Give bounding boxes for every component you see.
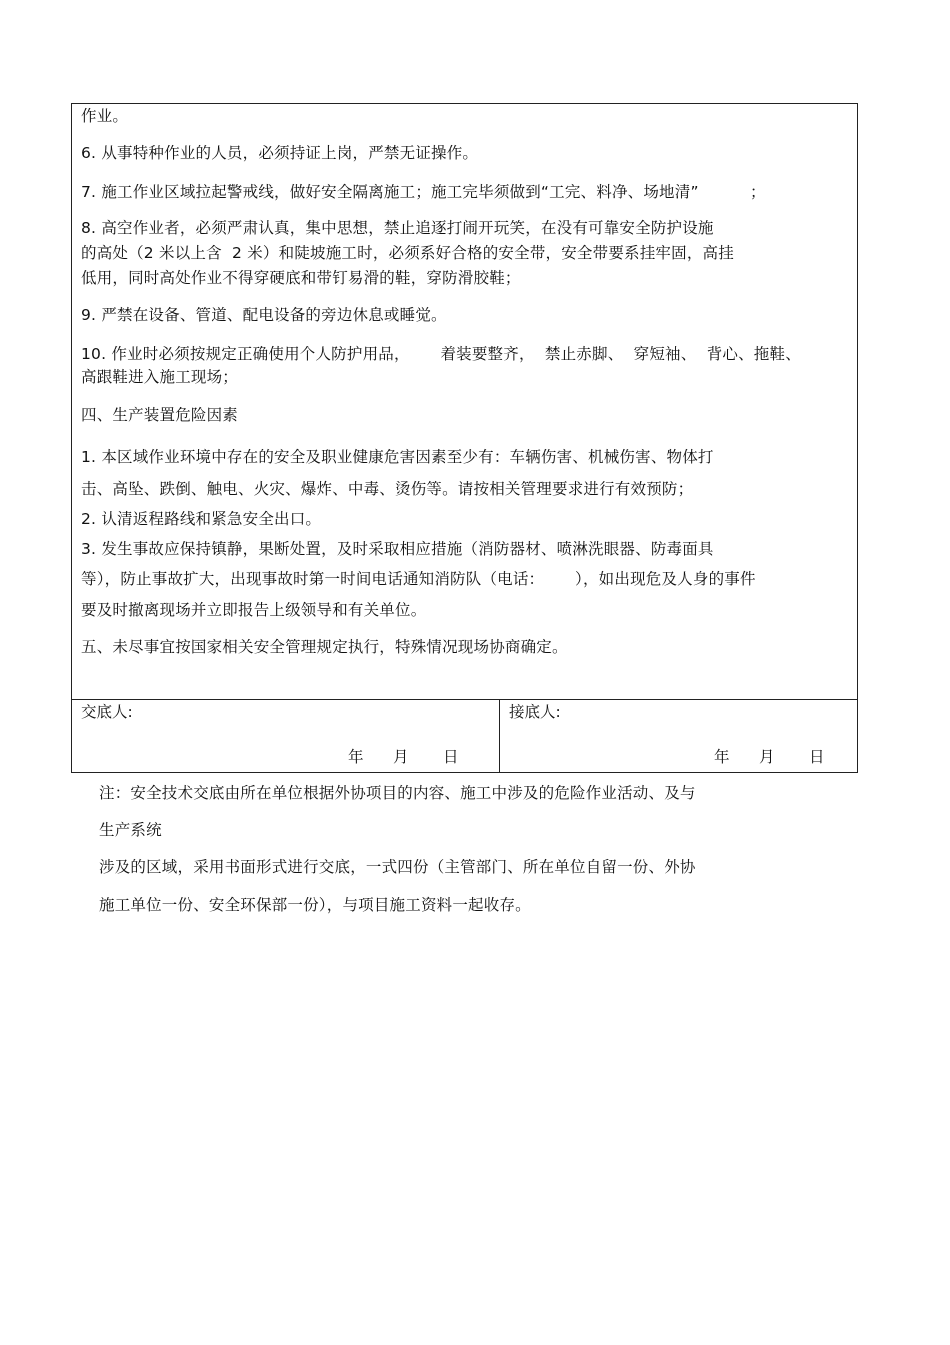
content-line: 高跟鞋进入施工现场； — [81, 368, 239, 386]
footnote-line: 注：安全技术交底由所在单位根据外协项目的内容、施工中涉及的危险作业活动、及与 — [99, 784, 696, 802]
discloser-cell — [72, 700, 500, 772]
receiver-cell — [500, 700, 857, 772]
content-line: 五、未尽事宜按国家相关安全管理规定执行，特殊情况现场协商确定。 — [81, 638, 568, 656]
content-line: 作业。 — [81, 107, 129, 125]
content-line: 7. 施工作业区域拉起警戒线，做好安全隔离施工；施工完毕须做到“工完、料净、场地清” ； — [81, 183, 766, 201]
receiver-date: 年 月 日 — [714, 748, 825, 766]
content-line: 3. 发生事故应保持镇静，果断处置，及时采取相应措施（消防器材、喷淋洗眼器、防毒面具 — [81, 540, 714, 558]
footnote-line: 施工单位一份、安全环保部一份），与项目施工资料一起收存。 — [99, 896, 531, 914]
content-line: 的高处（2 米以上含 2 米）和陡坡施工时，必须系好合格的安全带，安全带要系挂牢固，高挂 — [81, 244, 734, 262]
content-line: 2. 认清返程路线和紧急安全出口。 — [81, 510, 322, 528]
content-line: 四、生产装置危险因素 — [81, 406, 239, 424]
content-line: 等），防止事故扩大，出现事故时第一时间电话通知消防队（电话： ），如出现危及人身的事件 — [81, 570, 756, 588]
content-line: 要及时撤离现场并立即报告上级领导和有关单位。 — [81, 601, 427, 619]
footnote-line: 生产系统 — [99, 821, 162, 839]
content-cell — [72, 104, 857, 700]
content-line: 低用，同时高处作业不得穿硬底和带钉易滑的鞋，穿防滑胶鞋； — [81, 269, 521, 287]
discloser-date: 年 月 日 — [348, 748, 459, 766]
content-line: 1. 本区域作业环境中存在的安全及职业健康危害因素至少有：车辆伤害、机械伤害、物体打 — [81, 448, 714, 466]
disclosure-table — [71, 103, 858, 773]
footnote-line: 涉及的区域，采用书面形式进行交底，一式四份（主管部门、所在单位自留一份、外协 — [99, 858, 696, 876]
discloser-label: 交底人: — [81, 703, 133, 721]
content-line: 击、高坠、跌倒、触电、火灾、爆炸、中毒、烫伤等。请按相关管理要求进行有效预防； — [81, 480, 694, 498]
content-line: 10. 作业时必须按规定正确使用个人防护用品， 着装要整齐， 禁止赤脚、 穿短袖、 背心、拖鞋、 — [81, 345, 801, 363]
signature-row — [72, 700, 857, 772]
content-line: 9. 严禁在设备、管道、配电设备的旁边休息或睡觉。 — [81, 306, 447, 324]
content-line: 8. 高空作业者，必须严肃认真，集中思想，禁止追逐打闹开玩笑，在没有可靠安全防护设施 — [81, 219, 714, 237]
receiver-label: 接底人: — [509, 703, 561, 721]
content-line: 6. 从事特种作业的人员，必须持证上岗，严禁无证操作。 — [81, 144, 479, 162]
